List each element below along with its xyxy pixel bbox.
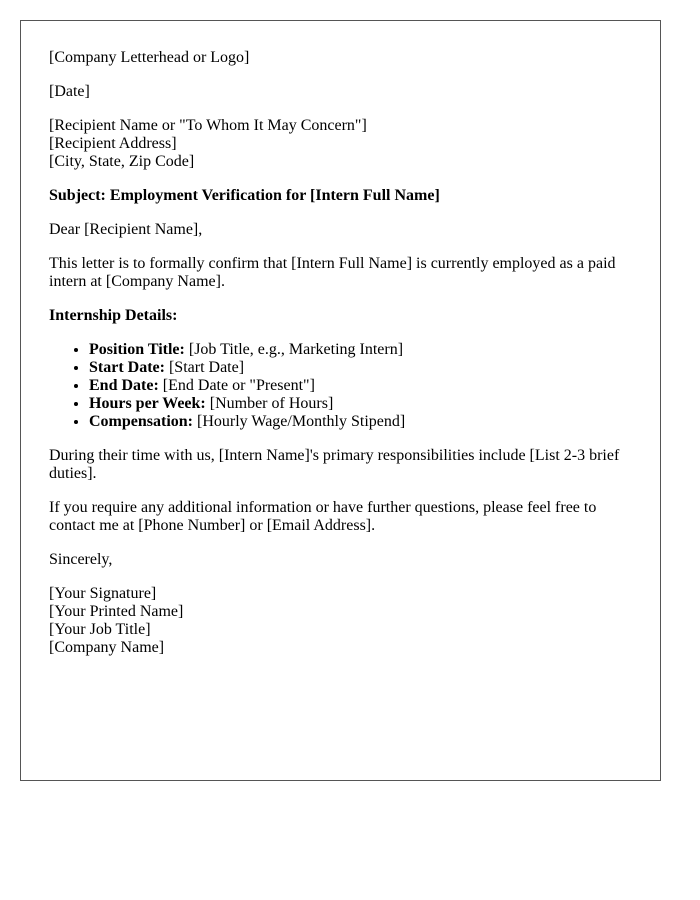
detail-value: [Number of Hours] <box>205 395 334 412</box>
detail-label: Compensation: <box>89 413 194 430</box>
detail-item-hours-per-week <box>89 395 632 413</box>
intro-paragraph: This letter is to formally confirm that [Intern Full Name] is currently employed as a paid intern at [Company Name]. <box>49 255 616 290</box>
detail-value: [Hourly Wage/Monthly Stipend] <box>193 413 406 430</box>
contact-paragraph: If you require any additional information or have further questions, please feel free to contact me at [Phone Number] or [Email Address]. <box>49 499 597 534</box>
detail-label: End Date: <box>89 377 159 394</box>
letter-date: [Date] <box>49 83 90 100</box>
printed-name: [Your Printed Name] <box>49 603 184 620</box>
letter-page <box>20 20 661 781</box>
detail-label: Hours per Week: <box>89 395 206 412</box>
job-title: [Your Job Title] <box>49 621 151 638</box>
detail-value: [End Date or "Present"] <box>158 377 315 394</box>
recipient-name: [Recipient Name or "To Whom It May Concern"] <box>49 117 367 134</box>
recipient-block <box>49 117 632 171</box>
detail-item-compensation <box>89 413 632 431</box>
recipient-address: [Recipient Address] <box>49 135 177 152</box>
subject-label: Subject: <box>49 187 106 204</box>
company-name: [Company Name] <box>49 639 165 656</box>
responsibilities-paragraph: During their time with us, [Intern Name]'s primary responsibilities include [List 2-3 brief duties]. <box>49 447 620 482</box>
salutation: Dear [Recipient Name], <box>49 221 203 238</box>
subject-text: Employment Verification for [Intern Full Name] <box>109 187 440 204</box>
letterhead: [Company Letterhead or Logo] <box>49 49 250 66</box>
detail-item-start-date <box>89 359 632 377</box>
detail-value: [Job Title, e.g., Marketing Intern] <box>184 341 404 358</box>
detail-label: Start Date: <box>89 359 165 376</box>
detail-label: Position Title: <box>89 341 185 358</box>
detail-item-position-title <box>89 341 632 359</box>
details-heading: Internship Details: <box>49 307 178 324</box>
detail-value: [Start Date] <box>164 359 245 376</box>
closing: Sincerely, <box>49 551 113 568</box>
signature-line: [Your Signature] <box>49 585 157 602</box>
detail-item-end-date <box>89 377 632 395</box>
details-list <box>49 341 632 431</box>
signature-block <box>49 585 632 657</box>
subject-line <box>49 187 632 205</box>
recipient-city-state-zip: [City, State, Zip Code] <box>49 153 195 170</box>
